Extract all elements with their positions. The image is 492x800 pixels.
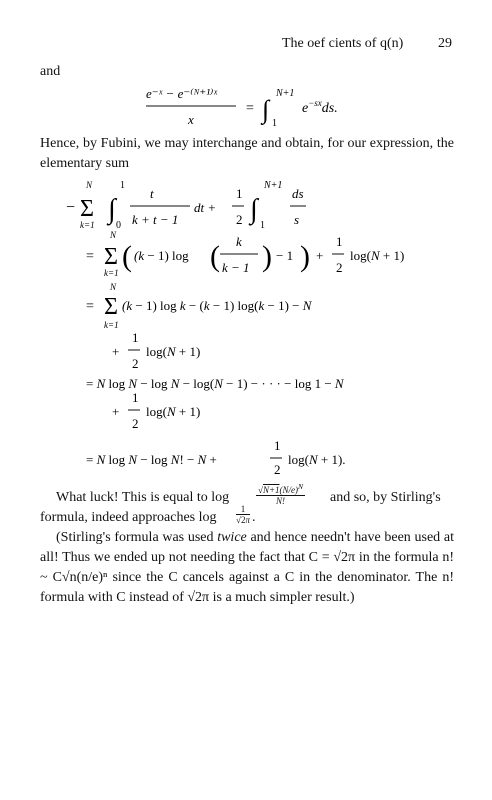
stirling-part-1: (Stirling's formula was used bbox=[56, 530, 214, 545]
stirling-twice: twice bbox=[217, 530, 247, 545]
svg-text:N: N bbox=[110, 282, 117, 292]
svg-text:ds: ds bbox=[292, 186, 304, 201]
svg-text:2: 2 bbox=[132, 356, 139, 371]
svg-text:N: N bbox=[86, 180, 93, 190]
eq-line-5 bbox=[86, 376, 345, 391]
stirling-part-2: and hence needn't have been used at all! Thus we ended up not needing the fact that C = √2π in the formula n! ~ C√n(n/e)ⁿ since the C cancels against a C in the denominator. The n! formula with C instead of √2π is a much simpler result.) bbox=[40, 530, 454, 605]
svg-text:0: 0 bbox=[116, 220, 121, 231]
svg-text:+: + bbox=[112, 344, 120, 359]
eq-line-6 bbox=[112, 390, 200, 431]
eq-line-4 bbox=[112, 330, 200, 371]
svg-text:+: + bbox=[112, 404, 120, 419]
svg-text:(k − 1) log: (k − 1) log bbox=[134, 248, 189, 263]
svg-text:∫: ∫ bbox=[108, 194, 116, 225]
svg-text:): ) bbox=[300, 240, 310, 273]
paragraph-and: and bbox=[40, 64, 61, 79]
svg-text:log(N + 1): log(N + 1) bbox=[350, 248, 405, 263]
svg-text:=: = bbox=[86, 299, 94, 314]
svg-text:1: 1 bbox=[260, 220, 265, 231]
equation-block bbox=[0, 174, 492, 474]
svg-text:1: 1 bbox=[336, 234, 343, 249]
eq-line-1 bbox=[66, 180, 306, 231]
svg-text:(: ( bbox=[122, 240, 132, 273]
eq1-integrand: $e^{-sx}ds$. bbox=[302, 98, 338, 116]
svg-text:dt +: dt + bbox=[194, 200, 217, 215]
svg-text:1: 1 bbox=[236, 186, 243, 201]
eq1-integral-sign: ∫ bbox=[262, 95, 270, 124]
svg-text:k + t − 1: k + t − 1 bbox=[132, 212, 179, 227]
svg-text:= N log N − log N − log(N − 1): = N log N − log N − log(N − 1) − · · · − log 1 − N bbox=[86, 376, 344, 391]
svg-text:N: N bbox=[110, 230, 117, 240]
svg-text:log(N + 1): log(N + 1) bbox=[146, 344, 201, 359]
svg-text:= N log N − log N! − N +: = N log N − log N! − N + bbox=[86, 452, 217, 467]
paragraph-luck bbox=[40, 484, 454, 528]
svg-text:(k − 1) log k − (k − 1) log(k: (k − 1) log k − (k − 1) log(k − 1) − N bbox=[122, 298, 312, 313]
svg-text:2: 2 bbox=[132, 416, 139, 431]
svg-text:2: 2 bbox=[236, 212, 243, 227]
svg-text:=: = bbox=[86, 249, 94, 264]
svg-text:k=1: k=1 bbox=[80, 220, 95, 230]
svg-text:1: 1 bbox=[132, 390, 139, 405]
svg-text:−: − bbox=[66, 199, 76, 216]
eq1-denominator: x bbox=[188, 112, 194, 127]
svg-text:Σ: Σ bbox=[104, 244, 118, 270]
luck-fraction: $√N+1(N/e)^N$ N! bbox=[258, 482, 304, 506]
luck-mid: and so, by Stirling's bbox=[330, 490, 441, 505]
svg-text:Σ: Σ bbox=[80, 196, 94, 222]
page-number: 29 bbox=[438, 36, 452, 51]
svg-text:1: 1 bbox=[274, 438, 281, 453]
equation-integral-identity bbox=[0, 82, 492, 132]
svg-text:): ) bbox=[262, 240, 272, 273]
svg-text:s: s bbox=[294, 212, 300, 227]
svg-text:(: ( bbox=[210, 240, 220, 273]
svg-text:k − 1: k − 1 bbox=[222, 260, 250, 275]
eq1-lower: 1 bbox=[272, 118, 277, 129]
luck-line2-end: . bbox=[252, 510, 256, 525]
eq-line-3 bbox=[86, 282, 313, 330]
svg-text:1: 1 bbox=[120, 180, 125, 191]
svg-text:k=1: k=1 bbox=[104, 320, 119, 330]
eq1-equals: = bbox=[246, 101, 254, 116]
eq-line-2 bbox=[86, 230, 404, 278]
luck-line2: formula, indeed approaches log bbox=[40, 510, 217, 525]
svg-text:+: + bbox=[316, 248, 324, 263]
svg-text:t: t bbox=[150, 186, 154, 201]
paragraph-hence: Hence, by Fubini, we may interchange and obtain, for our expression, the elementary sum bbox=[40, 136, 454, 171]
svg-text:k=1: k=1 bbox=[104, 268, 119, 278]
svg-text:∫: ∫ bbox=[250, 194, 258, 225]
eq-line-7 bbox=[86, 438, 346, 474]
svg-text:2: 2 bbox=[336, 260, 343, 275]
luck-start: What luck! This is equal to log bbox=[56, 490, 230, 505]
svg-text:Σ: Σ bbox=[104, 294, 118, 320]
svg-text:2: 2 bbox=[274, 462, 281, 474]
eq1-numerator: e⁻ˣ − e⁻⁽ᴺ⁺¹⁾ˣ bbox=[146, 86, 217, 101]
running-title: The oef cients of q(n) bbox=[282, 36, 404, 51]
svg-text:− 1: − 1 bbox=[276, 248, 294, 263]
svg-text:log(N + 1): log(N + 1) bbox=[146, 404, 201, 419]
svg-text:log(N + 1).: log(N + 1). bbox=[288, 452, 346, 467]
svg-text:N+1: N+1 bbox=[264, 180, 283, 191]
svg-text:k: k bbox=[236, 234, 242, 249]
paragraph-stirling bbox=[40, 528, 454, 608]
eq1-upper: N+1 bbox=[276, 88, 295, 99]
luck2-fraction: 1 √2π bbox=[236, 504, 250, 525]
svg-text:1: 1 bbox=[132, 330, 139, 345]
